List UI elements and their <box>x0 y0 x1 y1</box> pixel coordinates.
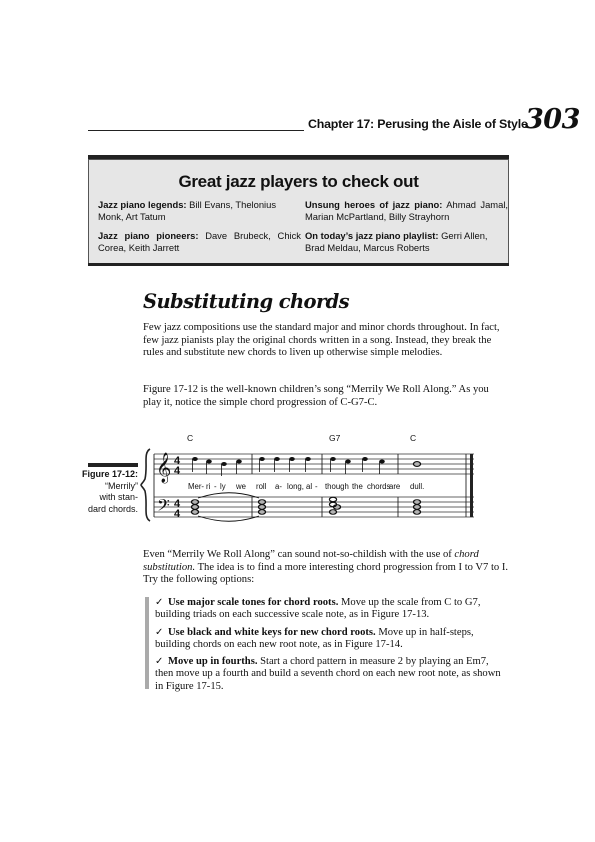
list-item-title: Move up in fourths. <box>168 656 258 667</box>
list-item-title: Use black and white keys for new chord roots. <box>168 627 376 638</box>
sidebar-bottom-rule <box>88 263 509 266</box>
sidebar-item-label: Jazz piano legends: <box>98 199 187 210</box>
sidebar-item-label: On today’s jazz piano playlist: <box>305 230 439 241</box>
list-item-title: Use major scale tones for chord roots. <box>168 597 339 608</box>
paragraph-substitution <box>143 549 509 587</box>
list-item-text: Start a chord pattern in measure 2 by playing an Em7, then move up a fourth and build a seventh chord on each new root note, as shown in Figure 17-15. <box>155 656 501 692</box>
lyric: chords <box>367 482 391 491</box>
bass-staff <box>154 497 474 517</box>
lyric: dull. <box>410 482 425 491</box>
sidebar-item-playlist <box>305 230 508 254</box>
treble-staff <box>154 454 474 474</box>
paragraph-text: Even “Merrily We Roll Along” can sound not-so-childish with the use of <box>143 549 455 560</box>
checkmark-icon: ✓ <box>155 656 164 667</box>
chapter-title: Chapter 17: Perusing the Aisle of Style <box>308 117 528 131</box>
lyric: though <box>325 482 349 491</box>
figure-label: Figure 17-12: <box>81 469 138 479</box>
sidebar-item-label: Unsung heroes of jazz piano: <box>305 199 443 210</box>
paragraph-figure-ref: Figure 17-12 is the well-known children’s song “Merrily We Roll Along.” As you play it, notice the simple chord progression of C-G7-C. <box>143 384 489 408</box>
lyric: we <box>236 482 246 491</box>
checkmark-icon: ✓ <box>155 597 164 608</box>
paragraph-italic: chord substitution. <box>143 549 479 573</box>
chord-symbol: C <box>187 433 194 443</box>
list-item <box>155 627 509 652</box>
grand-staff-brace <box>141 449 150 521</box>
melody-notes <box>192 457 420 476</box>
sidebar-item-text: Dave Brubeck, Chick Corea, Keith Jarrett <box>98 230 301 253</box>
lyric: al <box>306 482 313 491</box>
chord-symbol: C <box>410 433 417 443</box>
lyric: - <box>214 482 217 491</box>
lyric: are <box>389 482 401 491</box>
sidebar-item-label: Jazz piano pioneers: <box>98 230 199 241</box>
lyric: Mer- <box>188 482 205 491</box>
time-signature <box>174 455 181 520</box>
header-rule <box>88 130 304 131</box>
final-barline <box>470 454 473 517</box>
sidebar-item-pioneers <box>98 230 301 254</box>
paragraph-text: The idea is to find a more interesting chord progression from I to V7 to I. Try the following options: <box>143 561 509 586</box>
lyric: long, <box>287 482 304 491</box>
section-heading: Substituting chords <box>143 290 350 313</box>
svg-text:4: 4 <box>174 465 181 477</box>
page-number: 303 <box>525 104 580 135</box>
checkmark-icon: ✓ <box>155 627 164 638</box>
sidebar-item-unsung <box>305 199 508 223</box>
lyric: ly <box>220 482 226 491</box>
svg-text:4: 4 <box>174 498 181 510</box>
sidebar-item-legends <box>98 199 301 223</box>
lyric: - <box>315 482 318 491</box>
bullet-list-bar <box>145 597 149 689</box>
list-item-text: Move up the scale from C to G7, building triads on each successive scale note, as in Figure 17-13. <box>155 597 481 621</box>
svg-text:4: 4 <box>174 455 181 467</box>
figure-caption-bar <box>88 463 138 467</box>
lyric: the <box>352 482 363 491</box>
svg-text:4: 4 <box>174 508 181 520</box>
sidebar-item-text: Gerri Allen, Brad Meldau, Marcus Roberts <box>305 230 488 253</box>
lyric: roll <box>256 482 267 491</box>
figure-caption-line: with stan- <box>99 492 138 502</box>
chord-symbol: G7 <box>329 433 341 443</box>
sidebar-title: Great jazz players to check out <box>178 172 419 191</box>
lyric: a- <box>275 482 282 491</box>
figure-caption-line: “Merrily” <box>105 480 138 491</box>
figure-caption-line: dard chords. <box>87 503 138 514</box>
list-item <box>155 597 509 622</box>
paragraph-intro: Few jazz compositions use the standard major and minor chords throughout. In fact, few jazz pianists play the original chords written in a song. Instead, they break the rules and substitute new chords to liven up otherwise simple melodies. <box>143 322 500 359</box>
list-item <box>155 656 509 693</box>
sidebar-item-text: Ahmad Jamal, Marian McPartland, Billy Strayhorn <box>305 199 509 222</box>
sidebar-item-text: Bill Evans, Thelonius Monk, Art Tatum <box>98 199 277 222</box>
list-item-text: Move up in half-steps, building chords on each new root note, as in Figure 17-14. <box>155 627 474 651</box>
bass-clef-icon: 𝄢 <box>157 495 170 519</box>
treble-clef-icon: 𝄞 <box>156 453 172 483</box>
figure-caption <box>70 469 138 515</box>
lyric: ri <box>206 482 211 491</box>
